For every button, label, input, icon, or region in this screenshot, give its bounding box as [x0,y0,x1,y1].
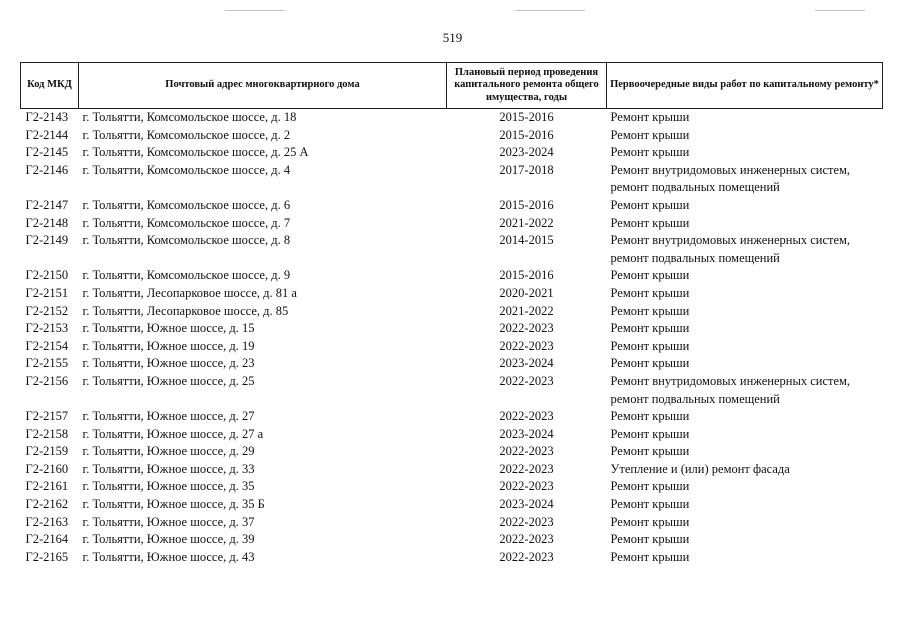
table-row [21,109,883,127]
period-cell: 2022-2023 [499,532,554,547]
address-cell: г. Тольятти, Южное шоссе, д. 35 Б [82,497,265,512]
works-cell: Ремонт внутридомовых инженерных систем, ремонт подвальных помещений [610,162,851,195]
code-cell: Г2-2149 [25,233,69,248]
works-cell: Ремонт крыши [610,532,690,547]
works-cell: Ремонт крыши [610,268,690,283]
table-row [21,232,883,267]
period-cell: 2022-2023 [499,479,554,494]
table-row [21,320,883,338]
table-row [21,338,883,356]
address-cell: г. Тольятти, Южное шоссе, д. 29 [82,444,255,459]
code-cell: Г2-2165 [25,549,69,564]
code-cell: Г2-2163 [25,514,69,529]
works-cell: Ремонт крыши [610,321,690,336]
works-cell: Ремонт крыши [610,285,690,300]
code-cell: Г2-2143 [25,110,69,124]
works-cell: Ремонт крыши [610,549,690,564]
address-cell: г. Тольятти, Южное шоссе, д. 43 [82,549,255,564]
code-cell: Г2-2157 [25,409,69,424]
code-cell: Г2-2160 [25,461,69,476]
scan-artifact-line [225,10,285,11]
code-cell: Г2-2154 [25,338,69,353]
works-cell: Ремонт крыши [610,356,690,371]
period-cell: 2015-2016 [499,127,554,142]
code-cell: Г2-2144 [25,127,69,142]
period-cell: 2022-2023 [499,373,554,388]
works-cell: Ремонт крыши [610,145,690,160]
address-cell: г. Тольятти, Лесопарковое шоссе, д. 85 [82,303,289,318]
table-row [21,531,883,549]
table-row [21,267,883,285]
works-cell: Утепление и (или) ремонт фасада [610,461,790,476]
period-cell: 2023-2024 [499,426,554,441]
works-cell: Ремонт крыши [610,303,690,318]
period-cell: 2023-2024 [499,497,554,512]
table-row [21,127,883,145]
period-cell: 2021-2022 [499,215,554,230]
period-cell: 2023-2024 [499,145,554,160]
code-cell: Г2-2159 [25,444,69,459]
scan-artifact-line [515,10,585,11]
period-cell: 2020-2021 [499,285,554,300]
works-cell: Ремонт крыши [610,444,690,459]
table-row [21,215,883,233]
table-row [21,426,883,444]
works-cell: Ремонт крыши [610,215,690,230]
period-cell: 2022-2023 [499,321,554,336]
table-body [21,109,883,567]
period-cell: 2022-2023 [499,338,554,353]
code-cell: Г2-2147 [25,197,69,212]
period-cell: 2022-2023 [499,444,554,459]
code-cell: Г2-2151 [25,285,69,300]
scan-artifact-line [815,10,865,11]
period-cell: 2017-2018 [499,162,554,177]
table-row [21,285,883,303]
code-cell: Г2-2148 [25,215,69,230]
table-row [21,549,883,567]
works-cell: Ремонт крыши [610,110,690,124]
table-row [21,461,883,479]
code-cell: Г2-2152 [25,303,69,318]
table-row [21,144,883,162]
table-row [21,197,883,215]
address-cell: г. Тольятти, Комсомольское шоссе, д. 6 [82,197,291,212]
period-cell: 2023-2024 [499,356,554,371]
code-cell: Г2-2155 [25,356,69,371]
page-number: 519 [442,30,463,45]
table-row [21,408,883,426]
address-cell: г. Тольятти, Южное шоссе, д. 27 [82,409,255,424]
address-cell: г. Тольятти, Южное шоссе, д. 27 а [82,426,264,441]
code-cell: Г2-2164 [25,532,69,547]
address-cell: г. Тольятти, Лесопарковое шоссе, д. 81 а [82,285,297,300]
address-cell: г. Тольятти, Комсомольское шоссе, д. 7 [82,215,291,230]
table-row [21,443,883,461]
address-cell: г. Тольятти, Комсомольское шоссе, д. 2 [82,127,291,142]
table-header-row [21,63,883,109]
table-row [21,355,883,373]
works-cell: Ремонт крыши [610,426,690,441]
address-cell: г. Тольятти, Комсомольское шоссе, д. 8 [82,233,291,248]
table-row [21,514,883,532]
code-cell: Г2-2153 [25,321,69,336]
works-cell: Ремонт крыши [610,497,690,512]
period-cell: 2021-2022 [499,303,554,318]
period-cell: 2022-2023 [499,549,554,564]
code-cell: Г2-2145 [25,145,69,160]
code-cell: Г2-2156 [25,373,69,388]
header-code: Код МКД [21,63,79,109]
address-cell: г. Тольятти, Южное шоссе, д. 33 [82,461,255,476]
period-cell: 2014-2015 [499,233,554,248]
code-cell: Г2-2158 [25,426,69,441]
period-cell: 2015-2016 [499,268,554,283]
works-cell: Ремонт крыши [610,514,690,529]
works-cell: Ремонт внутридомовых инженерных систем, ремонт подвальных помещений [610,233,851,265]
table-row [21,478,883,496]
works-cell: Ремонт крыши [610,338,690,353]
header-period: Плановый период проведения капитального ремонта общего имущества, годы [447,63,607,109]
address-cell: г. Тольятти, Южное шоссе, д. 15 [82,321,255,336]
period-cell: 2022-2023 [499,514,554,529]
period-cell: 2022-2023 [499,409,554,424]
address-cell: г. Тольятти, Южное шоссе, д. 35 [82,479,255,494]
period-cell: 2015-2016 [499,110,554,124]
code-cell: Г2-2162 [25,497,69,512]
address-cell: г. Тольятти, Комсомольское шоссе, д. 25 А [82,145,309,160]
table-row [21,162,883,197]
works-cell: Ремонт крыши [610,197,690,212]
address-cell: г. Тольятти, Комсомольское шоссе, д. 9 [82,268,291,283]
period-cell: 2015-2016 [499,197,554,212]
address-cell: г. Тольятти, Комсомольское шоссе, д. 18 [82,110,297,124]
header-works: Первоочередные виды работ по капитальному ремонту* [607,63,883,109]
address-cell: г. Тольятти, Комсомольское шоссе, д. 4 [82,162,291,177]
works-cell: Ремонт крыши [610,409,690,424]
address-cell: г. Тольятти, Южное шоссе, д. 37 [82,514,255,529]
address-cell: г. Тольятти, Южное шоссе, д. 23 [82,356,255,371]
address-cell: г. Тольятти, Южное шоссе, д. 25 [82,373,255,388]
capital-repair-table [20,62,883,566]
works-cell: Ремонт крыши [610,479,690,494]
code-cell: Г2-2150 [25,268,69,283]
table-row [21,373,883,408]
header-address: Почтовый адрес многоквартирного дома [79,63,447,109]
works-cell: Ремонт внутридомовых инженерных систем, ремонт подвальных помещений [610,373,851,406]
address-cell: г. Тольятти, Южное шоссе, д. 39 [82,532,255,547]
works-cell: Ремонт крыши [610,127,690,142]
table-row [21,496,883,514]
table-row [21,303,883,321]
code-cell: Г2-2146 [25,162,69,177]
address-cell: г. Тольятти, Южное шоссе, д. 19 [82,338,255,353]
period-cell: 2022-2023 [499,461,554,476]
code-cell: Г2-2161 [25,479,69,494]
